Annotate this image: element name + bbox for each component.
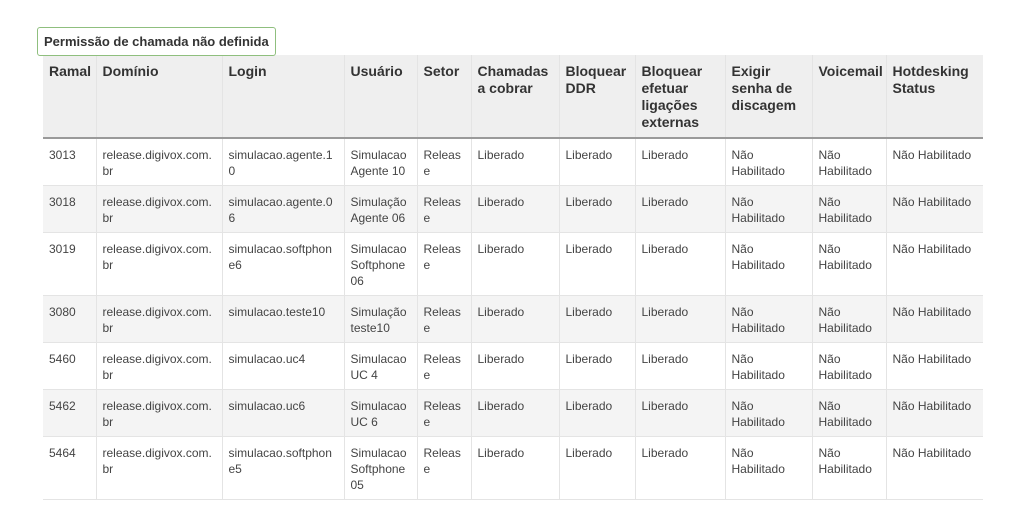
cell-hotdesking-status: Não Habilitado [886,343,983,390]
cell-login: simulacao.softphone6 [222,233,344,296]
header-setor: Setor [417,55,471,138]
cell-usuario: Simulação Agente 06 [344,186,417,233]
header-bloquear-ligacoes-externas: Bloquear efetuar ligações externas [635,55,725,138]
table-row [43,437,983,500]
cell-voicemail: Não Habilitado [812,186,886,233]
cell-voicemail: Não Habilitado [812,343,886,390]
cell-login: simulacao.agente.06 [222,186,344,233]
cell-ramal: 3018 [43,186,96,233]
cell-chamadas-a-cobrar: Liberado [471,296,559,343]
cell-bloquear-ddr: Liberado [559,186,635,233]
cell-hotdesking-status: Não Habilitado [886,233,983,296]
cell-setor: Release [417,186,471,233]
cell-dominio: release.digivox.com.br [96,186,222,233]
cell-hotdesking-status: Não Habilitado [886,390,983,437]
cell-login: simulacao.uc4 [222,343,344,390]
extensions-table [43,55,983,500]
cell-login: simulacao.uc6 [222,390,344,437]
cell-login: simulacao.teste10 [222,296,344,343]
cell-dominio: release.digivox.com.br [96,437,222,500]
cell-bloquear-ddr: Liberado [559,138,635,186]
cell-voicemail: Não Habilitado [812,390,886,437]
cell-usuario: Simulacao UC 4 [344,343,417,390]
cell-login: simulacao.softphone5 [222,437,344,500]
header-exigir-senha: Exigir senha de discagem [725,55,812,138]
header-voicemail: Voicemail [812,55,886,138]
cell-hotdesking-status: Não Habilitado [886,296,983,343]
cell-chamadas-a-cobrar: Liberado [471,233,559,296]
header-login: Login [222,55,344,138]
cell-chamadas-a-cobrar: Liberado [471,437,559,500]
header-dominio: Domínio [96,55,222,138]
cell-bloquear-ligacoes-externas: Liberado [635,186,725,233]
cell-chamadas-a-cobrar: Liberado [471,186,559,233]
cell-exigir-senha: Não Habilitado [725,296,812,343]
cell-ramal: 3019 [43,233,96,296]
cell-ramal: 3013 [43,138,96,186]
table-row [43,390,983,437]
table-row [43,138,983,186]
cell-ramal: 5464 [43,437,96,500]
cell-bloquear-ddr: Liberado [559,343,635,390]
cell-ramal: 5462 [43,390,96,437]
table-row [43,343,983,390]
table-row [43,186,983,233]
cell-bloquear-ddr: Liberado [559,296,635,343]
call-permission-label: Permissão de chamada não definida [37,27,276,56]
cell-bloquear-ligacoes-externas: Liberado [635,233,725,296]
cell-exigir-senha: Não Habilitado [725,343,812,390]
cell-dominio: release.digivox.com.br [96,390,222,437]
cell-login: simulacao.agente.10 [222,138,344,186]
cell-bloquear-ddr: Liberado [559,233,635,296]
table-row [43,233,983,296]
header-ramal: Ramal [43,55,96,138]
cell-voicemail: Não Habilitado [812,138,886,186]
cell-bloquear-ligacoes-externas: Liberado [635,296,725,343]
cell-usuario: Simulacao Softphone 05 [344,437,417,500]
cell-hotdesking-status: Não Habilitado [886,186,983,233]
cell-hotdesking-status: Não Habilitado [886,437,983,500]
cell-setor: Release [417,296,471,343]
cell-bloquear-ligacoes-externas: Liberado [635,138,725,186]
cell-setor: Release [417,138,471,186]
cell-voicemail: Não Habilitado [812,296,886,343]
cell-dominio: release.digivox.com.br [96,296,222,343]
cell-setor: Release [417,343,471,390]
cell-dominio: release.digivox.com.br [96,343,222,390]
cell-voicemail: Não Habilitado [812,233,886,296]
table-header-row [43,55,983,138]
cell-voicemail: Não Habilitado [812,437,886,500]
cell-usuario: Simulacao Agente 10 [344,138,417,186]
table-row [43,296,983,343]
cell-exigir-senha: Não Habilitado [725,138,812,186]
cell-usuario: Simulacao Softphone 06 [344,233,417,296]
cell-bloquear-ligacoes-externas: Liberado [635,390,725,437]
cell-bloquear-ddr: Liberado [559,437,635,500]
cell-ramal: 5460 [43,343,96,390]
cell-exigir-senha: Não Habilitado [725,233,812,296]
header-chamadas-a-cobrar: Chamadas a cobrar [471,55,559,138]
cell-exigir-senha: Não Habilitado [725,390,812,437]
cell-ramal: 3080 [43,296,96,343]
header-usuario: Usuário [344,55,417,138]
header-bloquear-ddr: Bloquear DDR [559,55,635,138]
cell-dominio: release.digivox.com.br [96,138,222,186]
cell-setor: Release [417,233,471,296]
cell-dominio: release.digivox.com.br [96,233,222,296]
cell-bloquear-ligacoes-externas: Liberado [635,343,725,390]
cell-setor: Release [417,390,471,437]
cell-chamadas-a-cobrar: Liberado [471,390,559,437]
cell-hotdesking-status: Não Habilitado [886,138,983,186]
cell-setor: Release [417,437,471,500]
cell-bloquear-ddr: Liberado [559,390,635,437]
header-hotdesking-status: Hotdesking Status [886,55,983,138]
cell-exigir-senha: Não Habilitado [725,437,812,500]
cell-usuario: Simulacao UC 6 [344,390,417,437]
cell-bloquear-ligacoes-externas: Liberado [635,437,725,500]
cell-usuario: Simulação teste10 [344,296,417,343]
cell-chamadas-a-cobrar: Liberado [471,138,559,186]
cell-exigir-senha: Não Habilitado [725,186,812,233]
cell-chamadas-a-cobrar: Liberado [471,343,559,390]
